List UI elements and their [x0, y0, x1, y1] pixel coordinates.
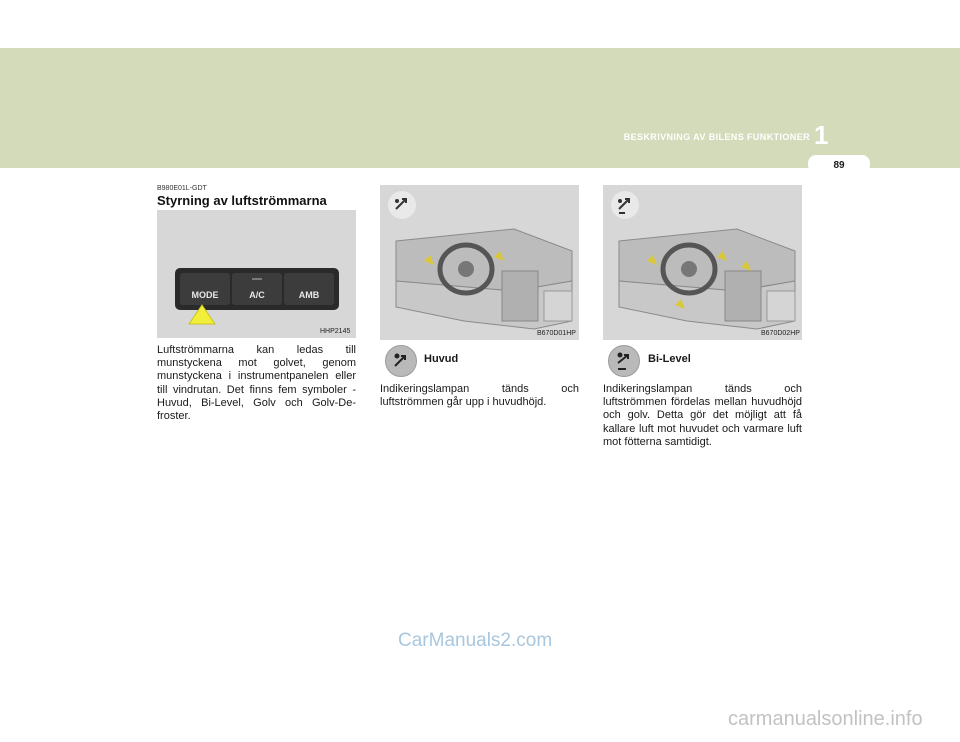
intro-text: Luftströmmarna kan ledas till munstyckena mot golvet, genom munstyckena i instrumentpanelen eller till vindrutan. Det finns fem symboler - Huvud, Bi-Level, Golv och Golv-De-froster.: [157, 344, 356, 423]
ac-button: A/C: [232, 273, 282, 305]
chapter-number: 1: [814, 120, 829, 150]
panel-image-caption: HHP2145: [320, 328, 351, 335]
dashboard-illustration: [394, 211, 574, 333]
watermark: CarManuals2.com: [398, 630, 553, 651]
head-mode-heading: Huvud: [424, 353, 459, 365]
dashboard-head-image: [380, 185, 579, 340]
dashboard-bilevel-image: [603, 185, 802, 340]
bilevel-mode-text: Indikeringslampan tänds och luftströmmen fördelas mellan huvudhöjd och golv. Detta gör det möjligt att få kallare luft mot huvudet och varmare luft mot fötterna samtidigt.: [603, 383, 802, 448]
mode-button: MODE: [180, 273, 230, 305]
pointer-arrow-icon: [187, 304, 217, 326]
section-title: Styrning av luftströmmarna: [157, 193, 327, 208]
head-image-caption: B670D01HP: [537, 330, 576, 337]
page-number-tab: [808, 155, 870, 173]
bilevel-image-caption: B670D02HP: [761, 330, 800, 337]
dashboard-illustration: [617, 211, 797, 333]
control-panel-image: [157, 210, 356, 338]
footer-url: carmanualsonline.info: [728, 708, 923, 730]
page-number: 89: [833, 160, 845, 171]
section-code: B980E01L-GDT: [157, 185, 207, 192]
bilevel-mode-icon: [608, 345, 640, 377]
amb-button: AMB: [284, 273, 334, 305]
bilevel-mode-heading: Bi-Level: [648, 353, 691, 365]
head-mode-text: Indikeringslampan tänds och luftströmmen går upp i huvudhöjd.: [380, 383, 579, 409]
chapter-title: BESKRIVNING AV BILENS FUNKTIONER: [623, 132, 810, 142]
head-mode-icon: [385, 345, 417, 377]
